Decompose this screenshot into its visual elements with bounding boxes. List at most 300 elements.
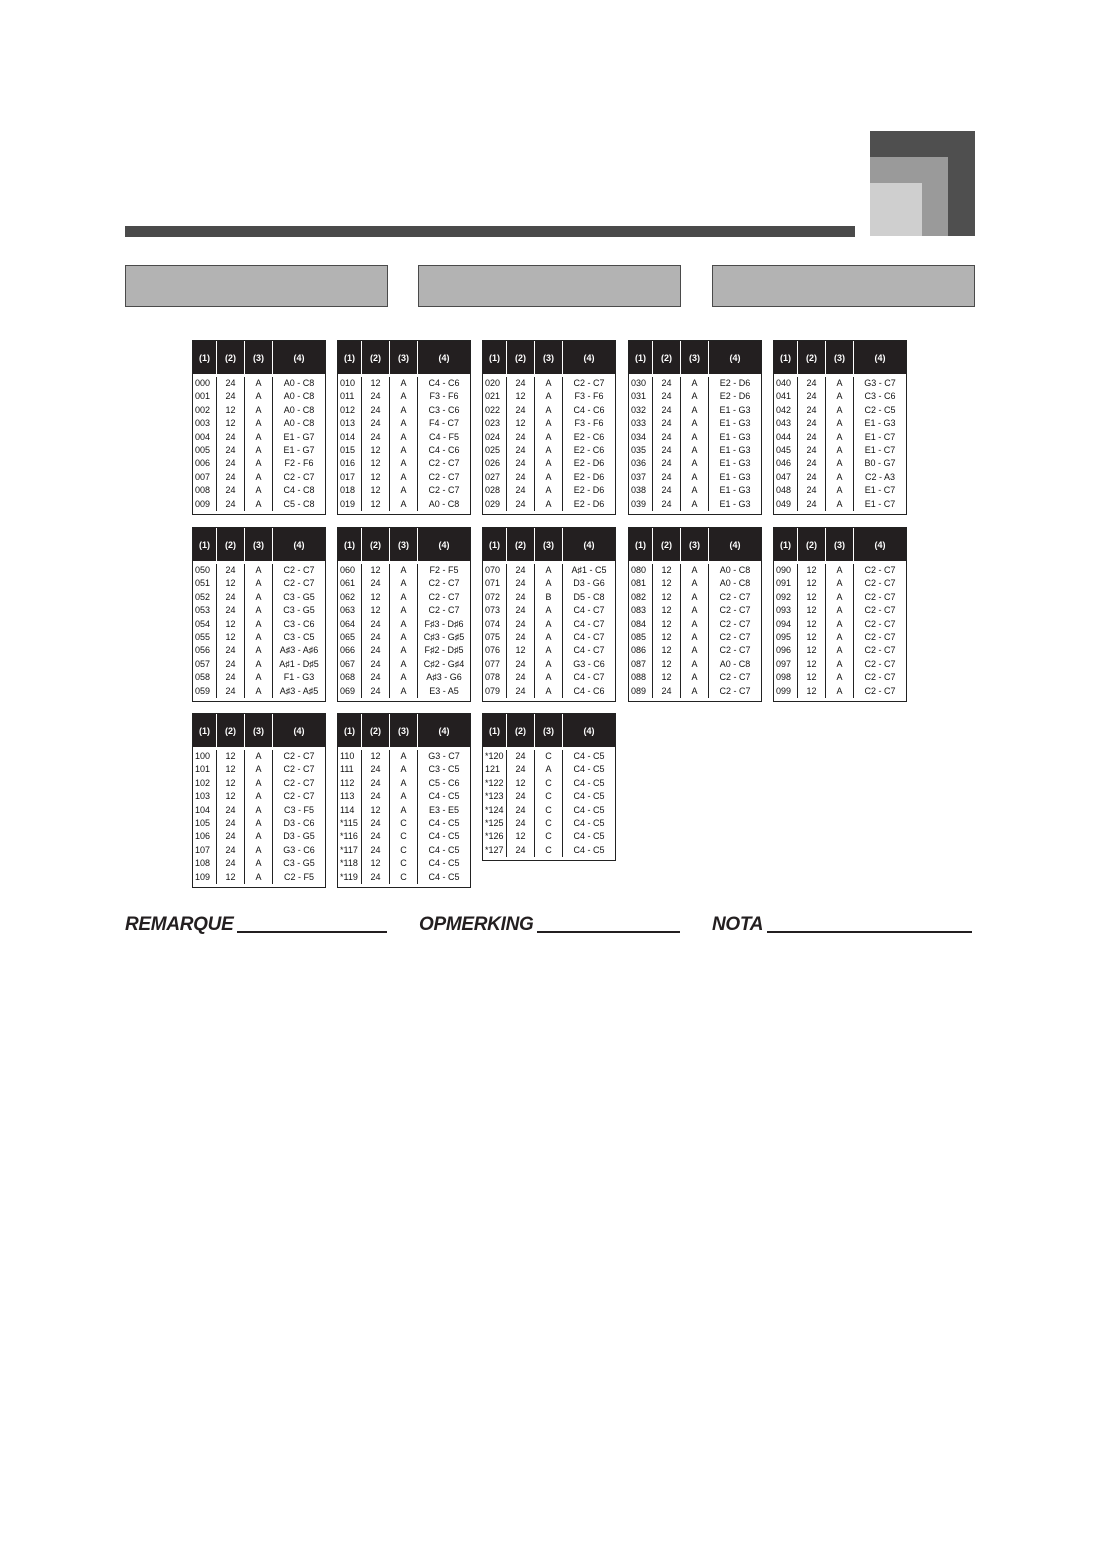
table-cell: C4 - C7	[573, 618, 605, 629]
table-cell: C3 - C6	[864, 391, 896, 402]
table-cell: 12	[370, 591, 381, 602]
table-cell: C4 - C5	[573, 751, 605, 761]
column-header: (4)	[293, 725, 305, 736]
note-line	[237, 931, 387, 933]
table-header	[483, 528, 615, 561]
table-cell: A	[400, 672, 407, 683]
table-cell: 029	[485, 498, 501, 509]
table-cell: 24	[806, 498, 817, 509]
table-cell: A	[836, 631, 843, 642]
table-column	[774, 377, 798, 511]
table-cell: E1 - G3	[864, 418, 896, 429]
table-cell: *125	[485, 817, 504, 828]
table-cell: 24	[225, 391, 236, 402]
table-cell: 084	[631, 618, 647, 629]
table-cell: *126	[485, 831, 504, 842]
table-cell: C2 - C7	[719, 618, 751, 629]
table-cell: E1 - C7	[864, 498, 896, 509]
table-cell: E1 - C7	[864, 431, 896, 442]
table-cell: 048	[776, 485, 792, 496]
table-cell: C2 - C7	[864, 645, 896, 656]
table-cell: A	[255, 418, 262, 429]
table-cell: C	[545, 751, 552, 761]
table-column	[826, 377, 854, 511]
table-cell: A	[255, 391, 262, 402]
table-cell: 008	[195, 485, 211, 496]
table-cell: C4 - C5	[573, 817, 605, 828]
column-header: (1)	[193, 714, 217, 747]
table-column	[854, 377, 906, 511]
table-cell: A♯1 - D♯5	[279, 658, 319, 669]
table-cell: 022	[485, 404, 501, 415]
table-column	[245, 750, 273, 884]
table-cell: 24	[661, 498, 672, 509]
table-cell: A	[400, 605, 407, 616]
table-cell: E1 - G3	[719, 498, 751, 509]
table-cell: 050	[195, 565, 211, 575]
table-cell: C2 - C7	[864, 685, 896, 696]
table-body	[338, 747, 470, 887]
table-cell: A	[400, 391, 407, 402]
table-cell: 023	[485, 418, 501, 429]
table-cell: 12	[515, 418, 526, 429]
column-header: (4)	[874, 539, 886, 550]
table-cell: 094	[776, 618, 792, 629]
table-cell: *115	[340, 817, 358, 828]
table-cell: A	[691, 685, 698, 696]
table-cell: 12	[806, 672, 817, 683]
table-cell: 24	[225, 817, 236, 828]
table-cell: 24	[515, 751, 526, 761]
table-cell: 24	[225, 378, 236, 388]
table-cell: 24	[806, 391, 817, 402]
table-cell: A	[255, 764, 262, 775]
column-header: (1)	[193, 528, 217, 561]
table-cell: 083	[631, 605, 647, 616]
table-cell: C2 - C7	[428, 605, 460, 616]
column-header: (3)	[535, 341, 563, 374]
table-cell: 12	[661, 605, 672, 616]
table-cell: 069	[340, 685, 356, 696]
table-cell: 098	[776, 672, 792, 683]
table-cell: 24	[661, 444, 672, 455]
table-cell: A	[400, 404, 407, 415]
table-cell: C♯2 - G♯4	[423, 658, 465, 669]
column-header: (3)	[245, 528, 273, 561]
table-column	[362, 377, 390, 511]
column-header: (1)	[629, 341, 653, 374]
table-cell: C4 - C7	[573, 605, 605, 616]
table-cell: A	[255, 591, 262, 602]
table-cell: 040	[776, 378, 792, 388]
table-cell: 081	[631, 578, 647, 589]
table-column	[418, 564, 470, 698]
table-column	[653, 564, 681, 698]
table-cell: 113	[340, 791, 355, 802]
table-cell: C2 - C7	[283, 578, 315, 589]
table-cell: 12	[806, 565, 817, 575]
table-column	[629, 377, 653, 511]
table-cell: A	[691, 578, 698, 589]
table-header	[338, 714, 470, 747]
table-cell: A	[255, 685, 262, 696]
table-cell: C2 - C7	[428, 578, 460, 589]
table-header	[338, 341, 470, 374]
table-cell: *124	[485, 804, 504, 815]
table-cell: 030	[631, 378, 647, 388]
table-cell: 24	[225, 858, 236, 869]
table-column	[362, 750, 390, 884]
table-cell: C2 - C7	[573, 378, 605, 388]
table-cell: 006	[195, 458, 211, 469]
table-cell: 091	[776, 578, 792, 589]
table-body	[629, 561, 761, 701]
table-cell: A0 - C8	[283, 418, 315, 429]
table-cell: A	[255, 458, 262, 469]
column-header: (4)	[438, 352, 450, 363]
table-cell: C4 - C6	[428, 444, 460, 455]
table-column	[709, 564, 761, 698]
table-cell: 24	[370, 672, 381, 683]
table-cell: A	[545, 645, 552, 656]
table-cell: 046	[776, 458, 792, 469]
table-cell: A	[545, 764, 552, 775]
table-cell: E1 - G3	[719, 418, 751, 429]
table-cell: 024	[485, 431, 501, 442]
column-header: (2)	[217, 341, 245, 374]
table-column	[193, 377, 217, 511]
column-header: (2)	[217, 528, 245, 561]
table-cell: 24	[225, 831, 236, 842]
column-header: (4)	[729, 539, 741, 550]
table-cell: 004	[195, 431, 211, 442]
column-header: (4)	[583, 352, 595, 363]
table-cell: E2 - D6	[573, 485, 605, 496]
column-header: (2)	[507, 341, 535, 374]
tone-table	[337, 713, 471, 888]
table-cell: 045	[776, 444, 792, 455]
table-cell: A	[836, 672, 843, 683]
table-cell: A	[691, 458, 698, 469]
table-body	[193, 561, 325, 701]
table-cell: 24	[515, 605, 526, 616]
table-cell: 24	[806, 471, 817, 482]
column-header: (1)	[483, 341, 507, 374]
table-column	[338, 564, 362, 698]
table-cell: 24	[225, 431, 236, 442]
table-cell: 24	[515, 578, 526, 589]
table-cell: E3 - E5	[428, 804, 459, 815]
table-column	[273, 564, 325, 698]
table-cell: 038	[631, 485, 647, 496]
table-header	[338, 528, 470, 561]
table-cell: 009	[195, 498, 211, 509]
table-header	[193, 714, 325, 747]
table-cell: A	[255, 777, 262, 788]
column-header: (4)	[438, 539, 450, 550]
table-cell: 095	[776, 631, 792, 642]
table-cell: 12	[661, 578, 672, 589]
table-cell: A	[836, 578, 843, 589]
table-cell: 12	[370, 804, 381, 815]
table-cell: A	[400, 618, 407, 629]
table-cell: A	[400, 485, 407, 496]
table-cell: 24	[515, 817, 526, 828]
column-header: (1)	[193, 341, 217, 374]
table-cell: 24	[515, 764, 526, 775]
table-cell: 24	[370, 791, 381, 802]
table-cell: 24	[370, 844, 381, 855]
column-header: (1)	[338, 714, 362, 747]
table-cell: A	[836, 685, 843, 696]
table-cell: A	[400, 645, 407, 656]
table-cell: A	[691, 618, 698, 629]
table-cell: 24	[515, 791, 526, 802]
table-cell: G3 - C6	[283, 844, 315, 855]
column-header: (2)	[653, 528, 681, 561]
table-cell: 12	[806, 631, 817, 642]
column-header: (2)	[653, 341, 681, 374]
table-cell: E1 - G7	[283, 444, 315, 455]
column-header: (2)	[362, 528, 390, 561]
table-cell: C2 - C5	[864, 404, 896, 415]
table-cell: A	[836, 645, 843, 656]
table-column	[418, 750, 470, 884]
table-cell: C2 - C7	[428, 485, 460, 496]
table-cell: 090	[776, 565, 792, 575]
table-cell: A	[400, 498, 407, 509]
table-column	[709, 377, 761, 511]
title-rule	[125, 226, 855, 237]
tone-table	[337, 340, 471, 515]
table-cell: C2 - F5	[283, 871, 314, 882]
table-cell: 24	[515, 591, 526, 602]
table-cell: A	[400, 791, 407, 802]
table-column	[390, 564, 418, 698]
table-cell: A	[691, 431, 698, 442]
table-cell: A	[400, 471, 407, 482]
note-label-nota: NOTA	[712, 914, 764, 935]
tone-table	[192, 340, 326, 515]
table-cell: C3 - F5	[283, 804, 314, 815]
table-header	[774, 528, 906, 561]
table-cell: 092	[776, 591, 792, 602]
table-cell: A	[400, 431, 407, 442]
table-cell: 24	[370, 831, 381, 842]
table-cell: A	[400, 685, 407, 696]
table-cell: *117	[340, 844, 358, 855]
table-cell: 24	[515, 804, 526, 815]
table-cell: 015	[340, 444, 356, 455]
table-column	[854, 564, 906, 698]
table-column	[563, 564, 615, 698]
table-cell: 042	[776, 404, 792, 415]
table-cell: A	[836, 378, 843, 388]
column-header: (3)	[390, 714, 418, 747]
table-cell: C2 - C7	[283, 764, 315, 775]
table-cell: C2 - C7	[719, 685, 751, 696]
table-cell: G3 - C6	[573, 658, 605, 669]
column-header: (2)	[362, 714, 390, 747]
column-header: (2)	[798, 528, 826, 561]
table-cell: C4 - C6	[428, 378, 460, 388]
table-cell: 24	[515, 485, 526, 496]
table-cell: 060	[340, 565, 356, 575]
table-cell: A	[400, 777, 407, 788]
table-cell: 24	[370, 404, 381, 415]
table-header	[483, 714, 615, 747]
table-column	[338, 377, 362, 511]
column-header: (4)	[583, 539, 595, 550]
table-cell: *118	[340, 858, 358, 869]
table-cell: A0 - C8	[283, 378, 315, 388]
table-cell: 047	[776, 471, 792, 482]
tone-table	[192, 713, 326, 888]
table-cell: A	[255, 831, 262, 842]
table-cell: F3 - F6	[574, 391, 604, 402]
table-cell: 12	[661, 618, 672, 629]
table-cell: A	[255, 631, 262, 642]
section-header-french	[125, 265, 388, 307]
table-body	[483, 374, 615, 514]
table-cell: C2 - C7	[283, 565, 315, 575]
table-cell: A	[400, 458, 407, 469]
table-cell: C2 - C7	[428, 591, 460, 602]
table-cell: A0 - C8	[428, 498, 460, 509]
table-cell: A	[400, 591, 407, 602]
table-cell: 24	[515, 672, 526, 683]
table-cell: C2 - C7	[719, 631, 751, 642]
table-cell: 070	[485, 565, 501, 575]
table-cell: A	[836, 498, 843, 509]
table-cell: E3 - A5	[429, 685, 459, 696]
table-cell: C4 - C5	[428, 817, 460, 828]
table-column	[193, 564, 217, 698]
table-cell: 014	[340, 431, 356, 442]
table-column	[390, 750, 418, 884]
table-cell: 12	[661, 658, 672, 669]
table-column	[535, 377, 563, 511]
table-cell: 24	[225, 658, 236, 669]
table-column	[826, 564, 854, 698]
table-cell: 12	[661, 631, 672, 642]
table-cell: C3 - C6	[283, 618, 315, 629]
table-cell: 24	[515, 565, 526, 575]
table-cell: C	[545, 791, 552, 802]
table-cell: A	[691, 444, 698, 455]
table-cell: 065	[340, 631, 356, 642]
table-cell: 24	[661, 431, 672, 442]
table-cell: A	[255, 645, 262, 656]
table-header	[629, 528, 761, 561]
column-header: (3)	[681, 341, 709, 374]
table-cell: 101	[195, 764, 211, 775]
column-header: (1)	[338, 341, 362, 374]
table-cell: A	[255, 871, 262, 882]
column-header: (1)	[629, 528, 653, 561]
tone-table	[482, 527, 616, 702]
table-cell: C	[545, 844, 552, 855]
table-cell: A	[691, 672, 698, 683]
table-column	[217, 377, 245, 511]
table-cell: 12	[225, 578, 236, 589]
table-column	[483, 750, 507, 857]
table-cell: C	[400, 844, 407, 855]
table-cell: C4 - C5	[428, 858, 460, 869]
table-cell: 121	[485, 764, 501, 775]
table-header	[774, 341, 906, 374]
column-header: (3)	[245, 714, 273, 747]
table-body	[338, 561, 470, 701]
table-cell: 24	[806, 404, 817, 415]
table-cell: 104	[195, 804, 211, 815]
table-cell: 12	[515, 391, 526, 402]
table-cell: 24	[515, 658, 526, 669]
table-cell: 24	[225, 444, 236, 455]
table-header	[483, 341, 615, 374]
table-cell: 019	[340, 498, 356, 509]
table-cell: 013	[340, 418, 356, 429]
table-cell: D3 - G5	[283, 831, 315, 842]
column-header: (2)	[798, 341, 826, 374]
table-cell: A	[255, 672, 262, 683]
table-cell: C4 - C5	[573, 831, 605, 842]
column-header: (2)	[362, 341, 390, 374]
corner-decoration-light	[870, 183, 922, 236]
column-header: (2)	[507, 714, 535, 747]
table-cell: A	[255, 804, 262, 815]
table-cell: *116	[340, 831, 358, 842]
table-cell: 12	[225, 777, 236, 788]
table-cell: 072	[485, 591, 501, 602]
table-cell: 033	[631, 418, 647, 429]
table-cell: 025	[485, 444, 501, 455]
table-cell: 051	[195, 578, 211, 589]
table-cell: 010	[340, 378, 356, 388]
table-cell: 24	[225, 458, 236, 469]
table-cell: 24	[806, 444, 817, 455]
table-cell: 12	[806, 685, 817, 696]
note-label-opmerking: OPMERKING	[419, 914, 534, 935]
table-cell: 055	[195, 631, 211, 642]
table-cell: C3 - G5	[283, 858, 315, 869]
table-cell: A	[691, 378, 698, 388]
table-cell: 24	[370, 817, 381, 828]
table-cell: A	[545, 378, 552, 388]
table-cell: 24	[515, 431, 526, 442]
table-cell: G3 - C7	[428, 751, 460, 761]
table-cell: A	[545, 485, 552, 496]
table-cell: 059	[195, 685, 211, 696]
note-nota	[712, 914, 972, 936]
table-cell: A	[255, 578, 262, 589]
table-cell: A	[255, 618, 262, 629]
table-cell: 12	[806, 618, 817, 629]
table-cell: 24	[515, 404, 526, 415]
tone-table	[337, 527, 471, 702]
table-cell: 110	[340, 751, 355, 761]
table-cell: A	[545, 578, 552, 589]
table-cell: 24	[370, 418, 381, 429]
table-cell: C2 - A3	[864, 471, 895, 482]
table-body	[483, 561, 615, 701]
table-cell: A	[400, 444, 407, 455]
table-cell: 017	[340, 471, 356, 482]
table-cell: 24	[661, 378, 672, 388]
table-cell: 24	[515, 378, 526, 388]
table-cell: F3 - F6	[574, 418, 604, 429]
table-cell: A♯3 - G6	[426, 672, 462, 683]
